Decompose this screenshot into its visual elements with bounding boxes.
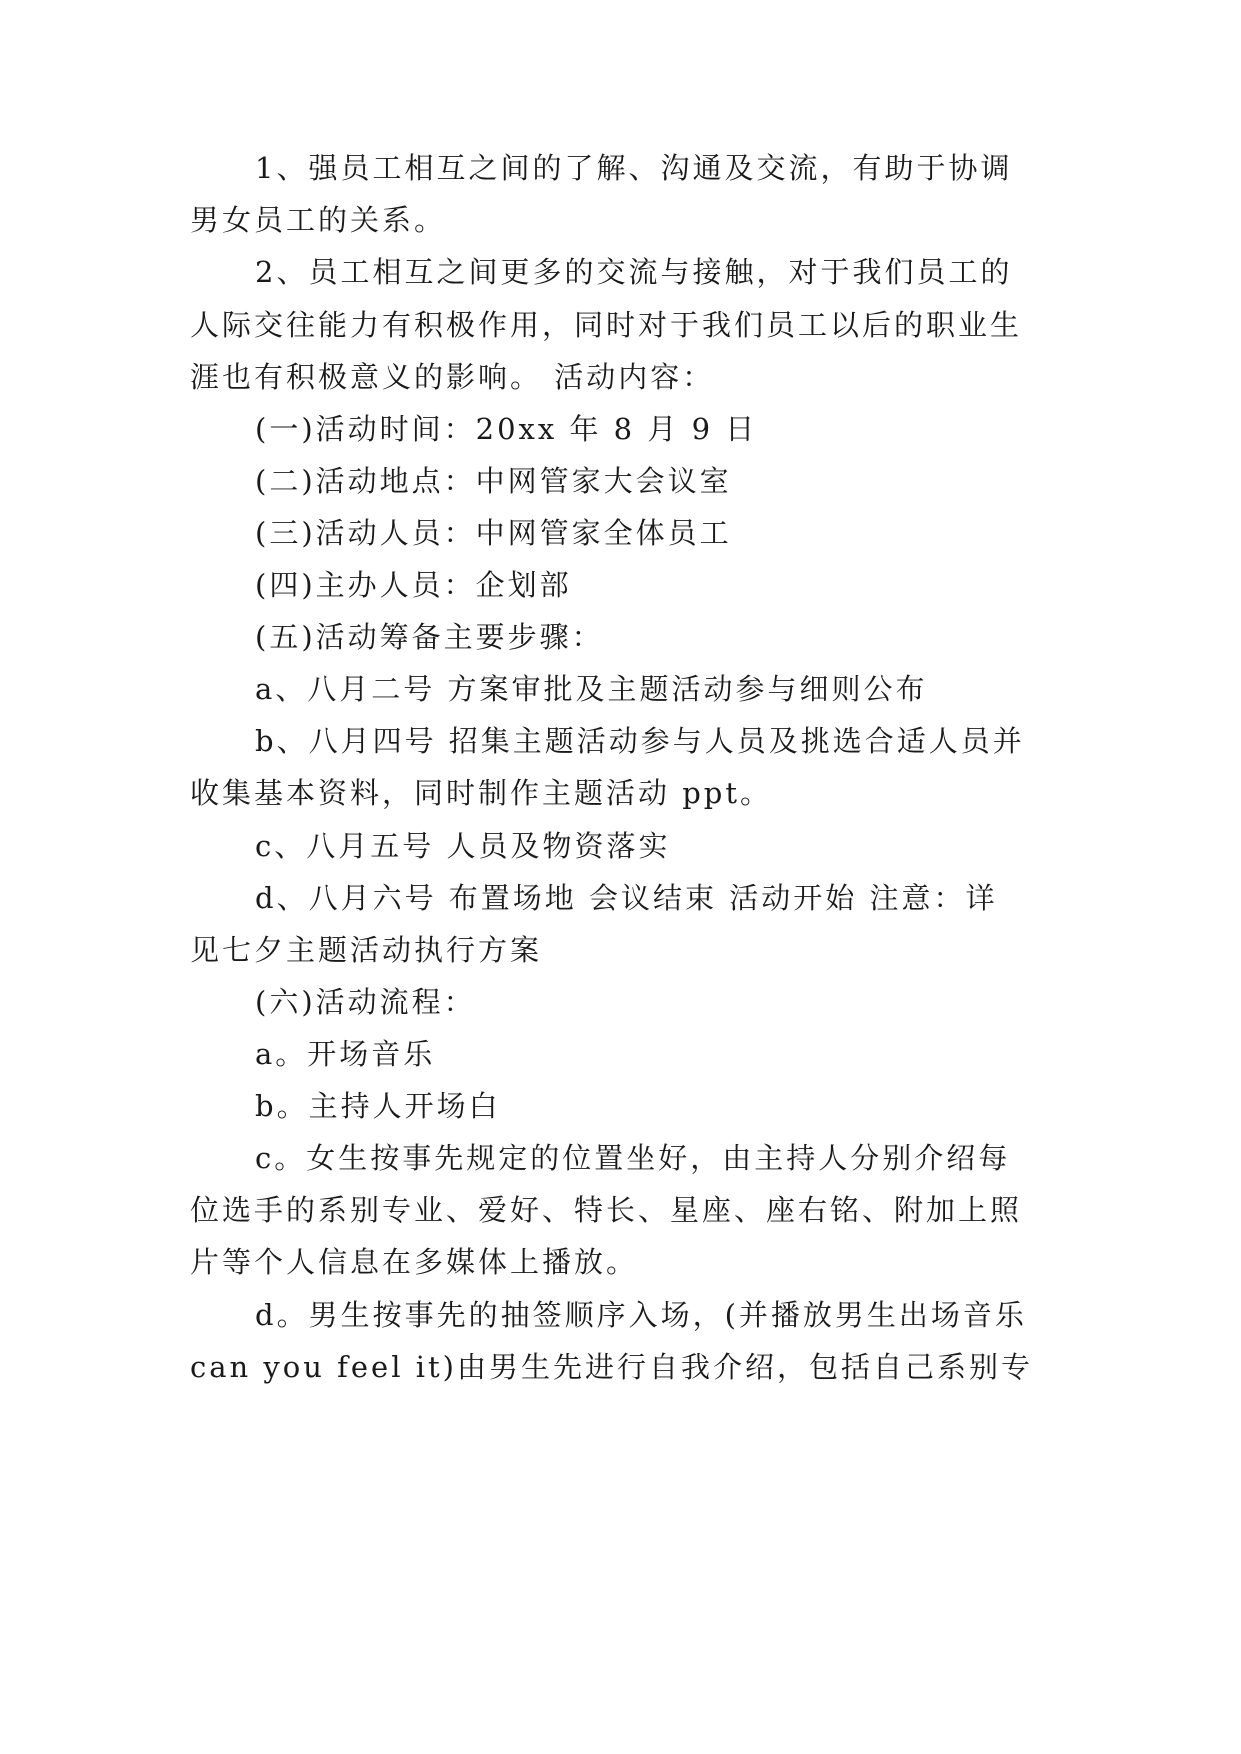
process-step-c-line-3: 片等个人信息在多媒体上播放。 — [190, 1245, 639, 1279]
process-step-c-line-2: 位选手的系别专业、爱好、特长、星座、座右铭、附加上照 — [190, 1193, 1023, 1227]
prep-step-d-line-1: d、八月六号 布置场地 会议结束 活动开始 注意：详 — [255, 881, 998, 915]
paragraph-1-line-2: 男女员工的关系。 — [190, 203, 447, 237]
process-heading: (六)活动流程： — [255, 985, 476, 1019]
process-step-d-line-1: d。男生按事先的抽签顺序入场，(并播放男生出场音乐 — [255, 1298, 1027, 1332]
process-step-a: a。开场音乐 — [255, 1037, 436, 1071]
activity-location: (二)活动地点：中网管家大会议室 — [255, 464, 732, 498]
organizer: (四)主办人员：企划部 — [255, 568, 572, 602]
paragraph-2-line-2: 人际交往能力有积极作用，同时对于我们员工以后的职业生 — [190, 308, 1023, 342]
paragraph-1-line-1: 1、强员工相互之间的了解、沟通及交流，有助于协调 — [255, 151, 1013, 185]
process-step-b: b。主持人开场白 — [255, 1089, 501, 1123]
prep-step-d-line-2: 见七夕主题活动执行方案 — [190, 933, 543, 967]
process-step-c-line-1: c。女生按事先规定的位置坐好，由主持人分别介绍每 — [255, 1141, 1011, 1175]
activity-participants: (三)活动人员：中网管家全体员工 — [255, 516, 732, 550]
prep-step-a: a、八月二号 方案审批及主题活动参与细则公布 — [255, 672, 928, 706]
activity-time: (一)活动时间：20xx 年 8 月 9 日 — [255, 412, 758, 446]
prep-step-c: c、八月五号 人员及物资落实 — [255, 829, 671, 863]
prep-step-b-line-2: 收集基本资料，同时制作主题活动 ppt。 — [190, 776, 773, 810]
process-step-d-line-2: can you feel it)由男生先进行自我介绍，包括自己系别专 — [190, 1350, 1033, 1384]
preparation-heading: (五)活动筹备主要步骤： — [255, 620, 604, 654]
prep-step-b-line-1: b、八月四号 招集主题活动参与人员及挑选合适人员并 — [255, 724, 1025, 758]
paragraph-2-line-3: 涯也有积极意义的影响。 活动内容： — [190, 360, 715, 394]
paragraph-2-line-1: 2、员工相互之间更多的交流与接触，对于我们员工的 — [255, 255, 1013, 289]
